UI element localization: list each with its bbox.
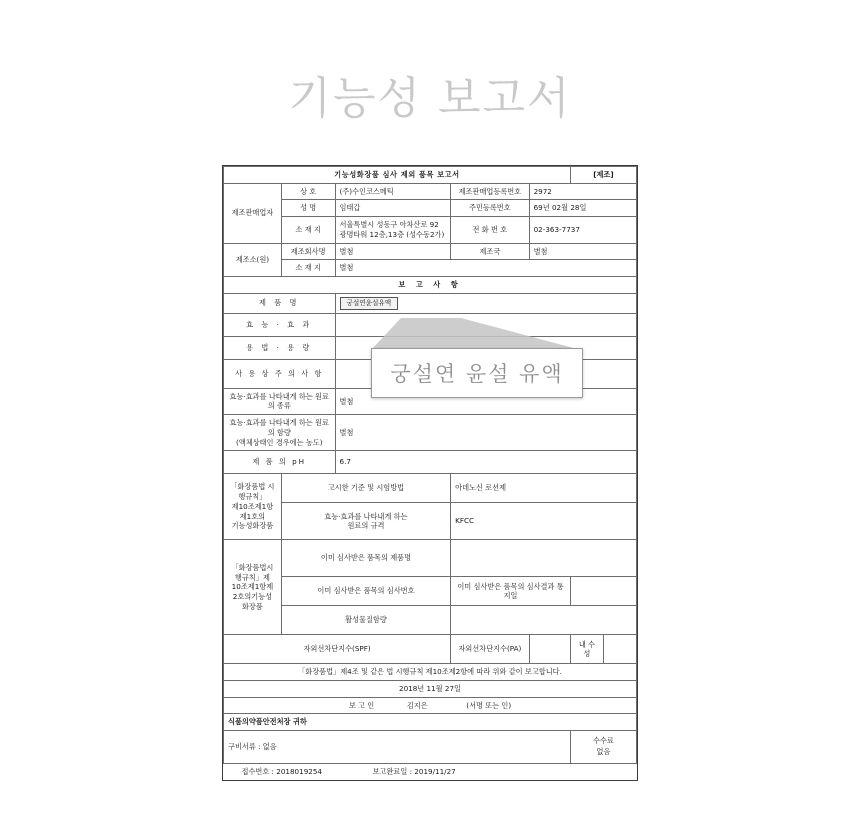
seller-address-label: 소 재 지: [281, 217, 335, 243]
maker-company-label: 제조회사명: [281, 243, 335, 260]
maker-block-label: 제조소(원): [224, 243, 282, 276]
spf-label: 자외선차단지수(SPF): [224, 635, 451, 664]
active-content-label: 활성물질함량: [281, 606, 450, 635]
ingredient-type-label: 효능·효과를 나타내게 하는 원료의 종류: [224, 388, 336, 414]
report-section-band: [224, 277, 637, 294]
declaration-row: [224, 664, 637, 681]
date-row: [224, 680, 637, 697]
product-name-row: [224, 293, 637, 313]
form-title: 기능성화장품 심사 제외 품목 보고서: [224, 167, 571, 184]
reviewed-row-number: [224, 577, 637, 606]
reviewed-notice-date-label: 이미 심사받은 품목의 심사결과 통지일: [451, 577, 571, 606]
precautions-value: [335, 359, 637, 388]
form-header-row: [224, 167, 637, 184]
efficacy-value: [335, 313, 637, 336]
reviewed-notice-date-value: [570, 577, 636, 606]
reviewed-row-product: [224, 540, 637, 577]
seller-row-address: [224, 217, 637, 243]
product-name-label: 제 품 명: [224, 293, 336, 313]
product-name-cell: [335, 293, 637, 313]
ingredient-content-label: 효능·효과를 나타내게 하는 원료의 함량 (액체상태인 경우에는 농도): [224, 415, 336, 451]
ingredient-content-row: [224, 415, 637, 451]
report-date: 2018년 11월 27일: [224, 680, 637, 697]
page-title: 기능성 보고서: [288, 73, 572, 124]
ph-value: 6.7: [335, 451, 637, 474]
seller-block-label: 제조판매업자: [224, 183, 282, 243]
act-block-label: 「화장품법 시행규칙」 제10조제1항 제1호의 기능성화장품: [224, 474, 282, 540]
efficacy-row: [224, 313, 637, 336]
report-section-label: 보 고 사 항: [224, 277, 637, 294]
maker-country-label: 제조국: [451, 243, 529, 260]
act-standard-label: 고시한 기준 및 시험방법: [281, 474, 450, 503]
seller-phone-label: 전 화 번 호: [451, 217, 529, 243]
declaration-text: 「화장품법」제4조 및 같은 법 시행규칙 제10조제2항에 따라 위와 같이 보고합니다.: [224, 664, 637, 681]
reviewed-block-label: 「화장품법시행규칙」제 10조제1항제 2호의기능성 화장품: [224, 540, 282, 635]
product-name-value: 궁설연윤설유액: [340, 297, 399, 310]
signer-name: 김지은: [406, 700, 428, 710]
precautions-row: [224, 359, 637, 388]
maker-row-address: [224, 260, 637, 277]
agency-text: 식품의약품안전처장 귀하: [224, 714, 637, 731]
signer-line: [224, 697, 637, 714]
seller-resident-no-value: 69년 02월 28일: [529, 200, 636, 217]
attachment-row: [224, 731, 637, 764]
act-row-spec: [224, 503, 637, 540]
fee-value: 없음: [596, 747, 611, 757]
signer-label: 보 고 인: [348, 700, 375, 710]
usage-row: [224, 336, 637, 359]
seller-name-label: 성 명: [281, 200, 335, 217]
seller-reg-no-label: 제조판매업등록번호: [451, 183, 529, 200]
seller-row-name: [224, 200, 637, 217]
water-resistance-value: [603, 635, 636, 664]
fee-box: [570, 731, 636, 764]
pa-value: [529, 635, 570, 664]
seller-resident-no-label: 주민등록번호: [451, 200, 529, 217]
completed-date: 보고완료일 : 2019/11/27: [372, 767, 456, 777]
maker-company-value: 별첨: [335, 243, 451, 260]
footer-note-row: [224, 764, 637, 780]
ph-label: 제 품 의 pH: [224, 451, 336, 474]
footer-note: [224, 764, 637, 780]
maker-address-label: 소 재 지: [281, 260, 335, 277]
act-standard-value: 아데노신 로션제: [451, 474, 637, 503]
seller-trade-name-value: (주)수인코스메틱: [335, 183, 451, 200]
ingredient-type-value: 별첨: [335, 388, 637, 414]
usage-label: 용 법 · 용 량: [224, 336, 336, 359]
act-spec-label: 효능·효과를 나타내게 하는 원료의 규격: [281, 503, 450, 540]
reviewed-product-value: [451, 540, 637, 577]
agency-row: [224, 714, 637, 731]
ingredient-content-value: 별첨: [335, 415, 637, 451]
pa-label: 자외선차단지수(PA): [451, 635, 529, 664]
precautions-label: 사 용 상 주 의 사 항: [224, 359, 336, 388]
ingredient-type-row: [224, 388, 637, 414]
maker-address-value: 별첨: [335, 260, 637, 277]
seller-address-value: 서울특별시 성동구 아차산로 92 광명타워 12층,13층 (성수동2가): [335, 217, 451, 243]
seller-phone-value: 02-363-7737: [529, 217, 636, 243]
active-content-value: [451, 606, 637, 635]
magnifier-text: 궁설연 윤설 유액: [390, 362, 564, 386]
maker-row-company: [224, 243, 637, 260]
report-form-table: [223, 166, 637, 780]
act-row-standard: [224, 474, 637, 503]
ph-row: [224, 451, 637, 474]
reviewed-product-label: 이미 심사받은 품목의 제품명: [281, 540, 450, 577]
signer-row: [224, 697, 637, 714]
reviewed-row-active: [224, 606, 637, 635]
attachment-text: 구비서류 : 없음: [224, 731, 571, 764]
maker-country-value: 별첨: [529, 243, 636, 260]
fee-label: 수수료: [593, 736, 614, 746]
act-spec-value: KFCC: [451, 503, 637, 540]
report-document: [222, 165, 638, 781]
signer-suffix: (서명 또는 인): [466, 700, 512, 710]
water-resistance-label: 내 수 성: [570, 635, 603, 664]
reviewed-number-label: 이미 심사받은 품목의 심사번호: [281, 577, 450, 606]
usage-value: [335, 336, 637, 359]
form-type-tag: [제조]: [570, 167, 636, 184]
seller-name-value: 임태갑: [335, 200, 451, 217]
spf-row: [224, 635, 637, 664]
receipt-number: 접수번호 : 2018019254: [241, 767, 322, 777]
seller-trade-name-label: 상 호: [281, 183, 335, 200]
seller-row-trade-name: [224, 183, 637, 200]
efficacy-label: 효 능 · 효 과: [224, 313, 336, 336]
seller-reg-no-value: 2972: [529, 183, 636, 200]
